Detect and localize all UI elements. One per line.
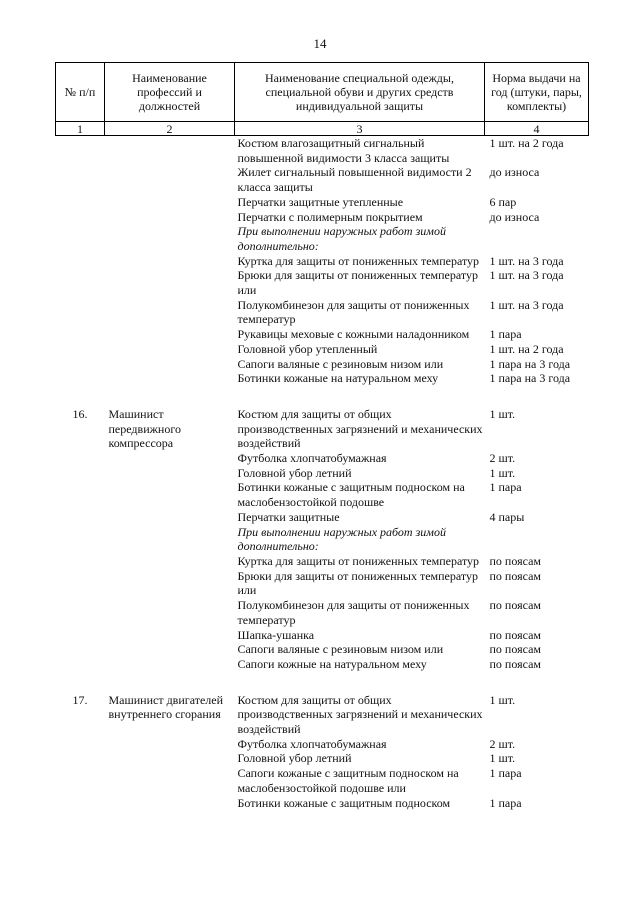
table-row — [56, 569, 589, 598]
table-row — [56, 766, 589, 795]
profession-cell — [105, 737, 235, 752]
norm-cell: по поясам — [489, 553, 542, 568]
equipment-cell: Жилет сигнальный повышенной видимости 2 класса защиты — [237, 165, 472, 195]
equipment-cell: Головной убор утепленный — [237, 341, 378, 356]
equipment-cell: Сапоги кожные на натуральном меху — [237, 656, 427, 671]
equipment-cell: Полукомбинезон для защиты от пониженных температур — [237, 598, 470, 627]
note-cell: При выполнении наружных работ зимой дополнительно: — [237, 524, 446, 554]
profession-cell — [105, 254, 235, 269]
row-number-cell — [56, 796, 105, 811]
table-header-row — [56, 63, 589, 122]
norm-cell: 1 шт. — [489, 406, 516, 421]
table-row — [56, 657, 589, 672]
column-number-1: 1 — [56, 122, 105, 136]
table-row — [56, 327, 589, 342]
table-row — [56, 268, 589, 297]
row-number-cell — [56, 598, 105, 627]
column-number-2: 2 — [105, 122, 235, 136]
row-number-cell — [56, 737, 105, 752]
table-row — [56, 510, 589, 525]
profession-cell — [105, 796, 235, 811]
row-number-cell — [56, 657, 105, 672]
row-number-cell — [56, 165, 105, 194]
row-number-cell — [56, 357, 105, 372]
profession-cell — [105, 628, 235, 643]
profession-cell — [105, 657, 235, 672]
norm-cell: 2 шт. — [489, 451, 516, 466]
profession-cell — [105, 598, 235, 627]
profession-cell — [105, 569, 235, 598]
equipment-cell: Футболка хлопчатобумажная — [237, 451, 387, 466]
column-numbers-row — [56, 122, 589, 136]
profession-cell — [105, 298, 235, 327]
row-number-cell — [56, 480, 105, 509]
row-number-cell — [56, 210, 105, 225]
profession-cell — [105, 751, 235, 766]
norm-cell: по поясам — [489, 642, 542, 657]
row-number-cell — [56, 268, 105, 297]
equipment-cell: Костюм для защиты от общих производственных загрязнений и механических воздействий — [237, 406, 483, 451]
row-number-cell — [56, 569, 105, 598]
profession-cell — [105, 480, 235, 509]
profession-cell — [105, 554, 235, 569]
norm-cell — [485, 525, 589, 554]
equipment-cell: Брюки для защиты от пониженных температур или — [237, 268, 478, 298]
table-row — [56, 371, 589, 386]
table-row — [56, 796, 589, 811]
profession-cell — [105, 466, 235, 481]
table-row — [56, 480, 589, 509]
norm-cell: 1 шт. — [489, 692, 516, 707]
norm-cell: 1 шт. на 3 года — [489, 253, 564, 268]
equipment-cell: Сапоги валяные с резиновым низом или — [237, 642, 444, 657]
header-equipment: Наименование специальной одежды, специальной обуви и других средств индивидуальной защиты — [235, 63, 485, 122]
table-row — [56, 342, 589, 357]
norm-cell: 1 шт. на 2 года — [489, 341, 564, 356]
norm-cell: по поясам — [489, 627, 542, 642]
note-cell: При выполнении наружных работ зимой дополнительно: — [237, 224, 446, 253]
profession-cell — [105, 210, 235, 225]
profession-cell: Машинист двигателей внутреннего сгорания — [108, 692, 224, 722]
table-row — [56, 598, 589, 627]
equipment-cell: Футболка хлопчатобумажная — [237, 736, 387, 751]
profession-cell — [105, 165, 235, 194]
table-row — [56, 165, 589, 194]
column-number-4: 4 — [485, 122, 589, 136]
norm-cell: 1 шт. — [489, 465, 516, 480]
norm-cell: 1 пара — [489, 795, 522, 810]
equipment-cell: Ботинки кожаные на натуральном меху — [237, 371, 439, 386]
equipment-cell: Костюм влагозащитный сигнальный повышенной видимости 3 класса защиты — [237, 136, 450, 165]
profession-cell — [105, 136, 235, 166]
equipment-cell: Полукомбинезон для защиты от пониженных температур — [237, 297, 470, 327]
norm-cell: 1 пара — [489, 480, 522, 495]
norm-cell: 1 шт. — [489, 751, 516, 766]
table-row — [56, 136, 589, 166]
norm-cell: 2 шт. — [489, 736, 516, 751]
row-number-cell — [56, 298, 105, 327]
header-profession: Наименование профессий и должностей — [105, 63, 235, 122]
column-number-3: 3 — [235, 122, 485, 136]
table-row — [56, 751, 589, 766]
equipment-cell: Костюм для защиты от общих производственных загрязнений и механических воздействий — [237, 692, 483, 737]
norm-cell: 1 пара на 3 года — [489, 356, 571, 371]
table-row — [56, 254, 589, 269]
table-row — [56, 466, 589, 481]
row-number-cell — [56, 195, 105, 210]
table-row — [56, 672, 589, 737]
equipment-cell: Куртка для защиты от пониженных температур — [237, 553, 480, 568]
norm-cell: до износа — [489, 165, 540, 180]
profession-cell: Машинист передвижного компрессора — [108, 406, 181, 451]
row-number-cell — [56, 466, 105, 481]
profession-cell — [105, 224, 235, 253]
equipment-cell: Ботинки кожаные с защитным подноском на маслобензостойкой подошве — [237, 480, 465, 510]
equipment-cell: Перчатки защитные утепленные — [237, 194, 404, 209]
norm-cell: по поясам — [489, 656, 542, 671]
row-number-cell — [56, 766, 105, 795]
table-body — [56, 136, 589, 811]
header-number: № п/п — [56, 63, 105, 122]
row-number-cell — [56, 510, 105, 525]
table-row — [56, 525, 589, 554]
norm-cell: 1 шт. на 3 года — [489, 297, 564, 312]
profession-cell — [105, 451, 235, 466]
row-number-cell — [56, 525, 105, 554]
profession-cell — [105, 342, 235, 357]
profession-cell — [105, 525, 235, 554]
profession-cell — [105, 642, 235, 657]
equipment-cell: Куртка для защиты от пониженных температур — [237, 253, 480, 268]
row-number-cell — [56, 628, 105, 643]
table-row — [56, 298, 589, 327]
header-norm: Норма выдачи на год (штуки, пары, комплекты) — [485, 63, 589, 122]
profession-cell — [105, 268, 235, 297]
row-number-cell — [56, 642, 105, 657]
row-number-cell — [56, 136, 105, 166]
equipment-cell: Рукавицы меховые с кожными наладонником — [237, 327, 470, 342]
equipment-cell: Сапоги валяные с резиновым низом или — [237, 356, 444, 371]
equipment-cell: Ботинки кожаные с защитным подноском — [237, 795, 451, 810]
row-number-cell: 17. — [72, 692, 88, 707]
norm-cell: по поясам — [489, 598, 542, 613]
norm-cell: 4 пары — [489, 509, 525, 524]
profession-cell — [105, 510, 235, 525]
equipment-cell: Сапоги кожаные с защитным подноском на маслобензостойкой подошве или — [237, 766, 459, 795]
norm-cell: 1 пара — [489, 766, 522, 781]
norm-cell: по поясам — [489, 568, 542, 583]
norm-cell: 6 пар — [489, 194, 517, 209]
equipment-cell: Головной убор летний — [237, 751, 352, 766]
row-number-cell — [56, 224, 105, 253]
row-number-cell — [56, 554, 105, 569]
row-number-cell — [56, 371, 105, 386]
table-row — [56, 195, 589, 210]
table-row — [56, 642, 589, 657]
row-number-cell — [56, 342, 105, 357]
norm-cell — [485, 224, 589, 253]
page-number: 14 — [313, 36, 327, 51]
equipment-cell: Головной убор летний — [237, 465, 352, 480]
row-number-cell: 16. — [72, 406, 88, 421]
table-row — [56, 210, 589, 225]
norm-cell: 1 пара — [489, 327, 522, 342]
equipment-cell: Перчатки защитные — [237, 509, 340, 524]
profession-cell — [105, 371, 235, 386]
norm-cell: до износа — [489, 209, 540, 224]
equipment-cell: Перчатки с полимерным покрытием — [237, 209, 423, 224]
profession-cell — [105, 357, 235, 372]
table-row — [56, 451, 589, 466]
norm-cell: 1 шт. на 3 года — [489, 268, 564, 283]
norm-cell: 1 пара на 3 года — [489, 371, 571, 386]
row-number-cell — [56, 451, 105, 466]
table-row — [56, 628, 589, 643]
equipment-cell: Брюки для защиты от пониженных температур или — [237, 568, 478, 598]
row-number-cell — [56, 327, 105, 342]
row-number-cell — [56, 751, 105, 766]
profession-cell — [105, 327, 235, 342]
norm-cell: 1 шт. на 2 года — [489, 136, 564, 150]
equipment-cell: Шапка-ушанка — [237, 627, 315, 642]
profession-cell — [105, 195, 235, 210]
table-row — [56, 737, 589, 752]
profession-cell — [105, 766, 235, 795]
ppe-norms-table — [55, 62, 589, 810]
table-row — [56, 224, 589, 253]
table-row — [56, 386, 589, 451]
table-row — [56, 554, 589, 569]
table-row — [56, 357, 589, 372]
row-number-cell — [56, 254, 105, 269]
